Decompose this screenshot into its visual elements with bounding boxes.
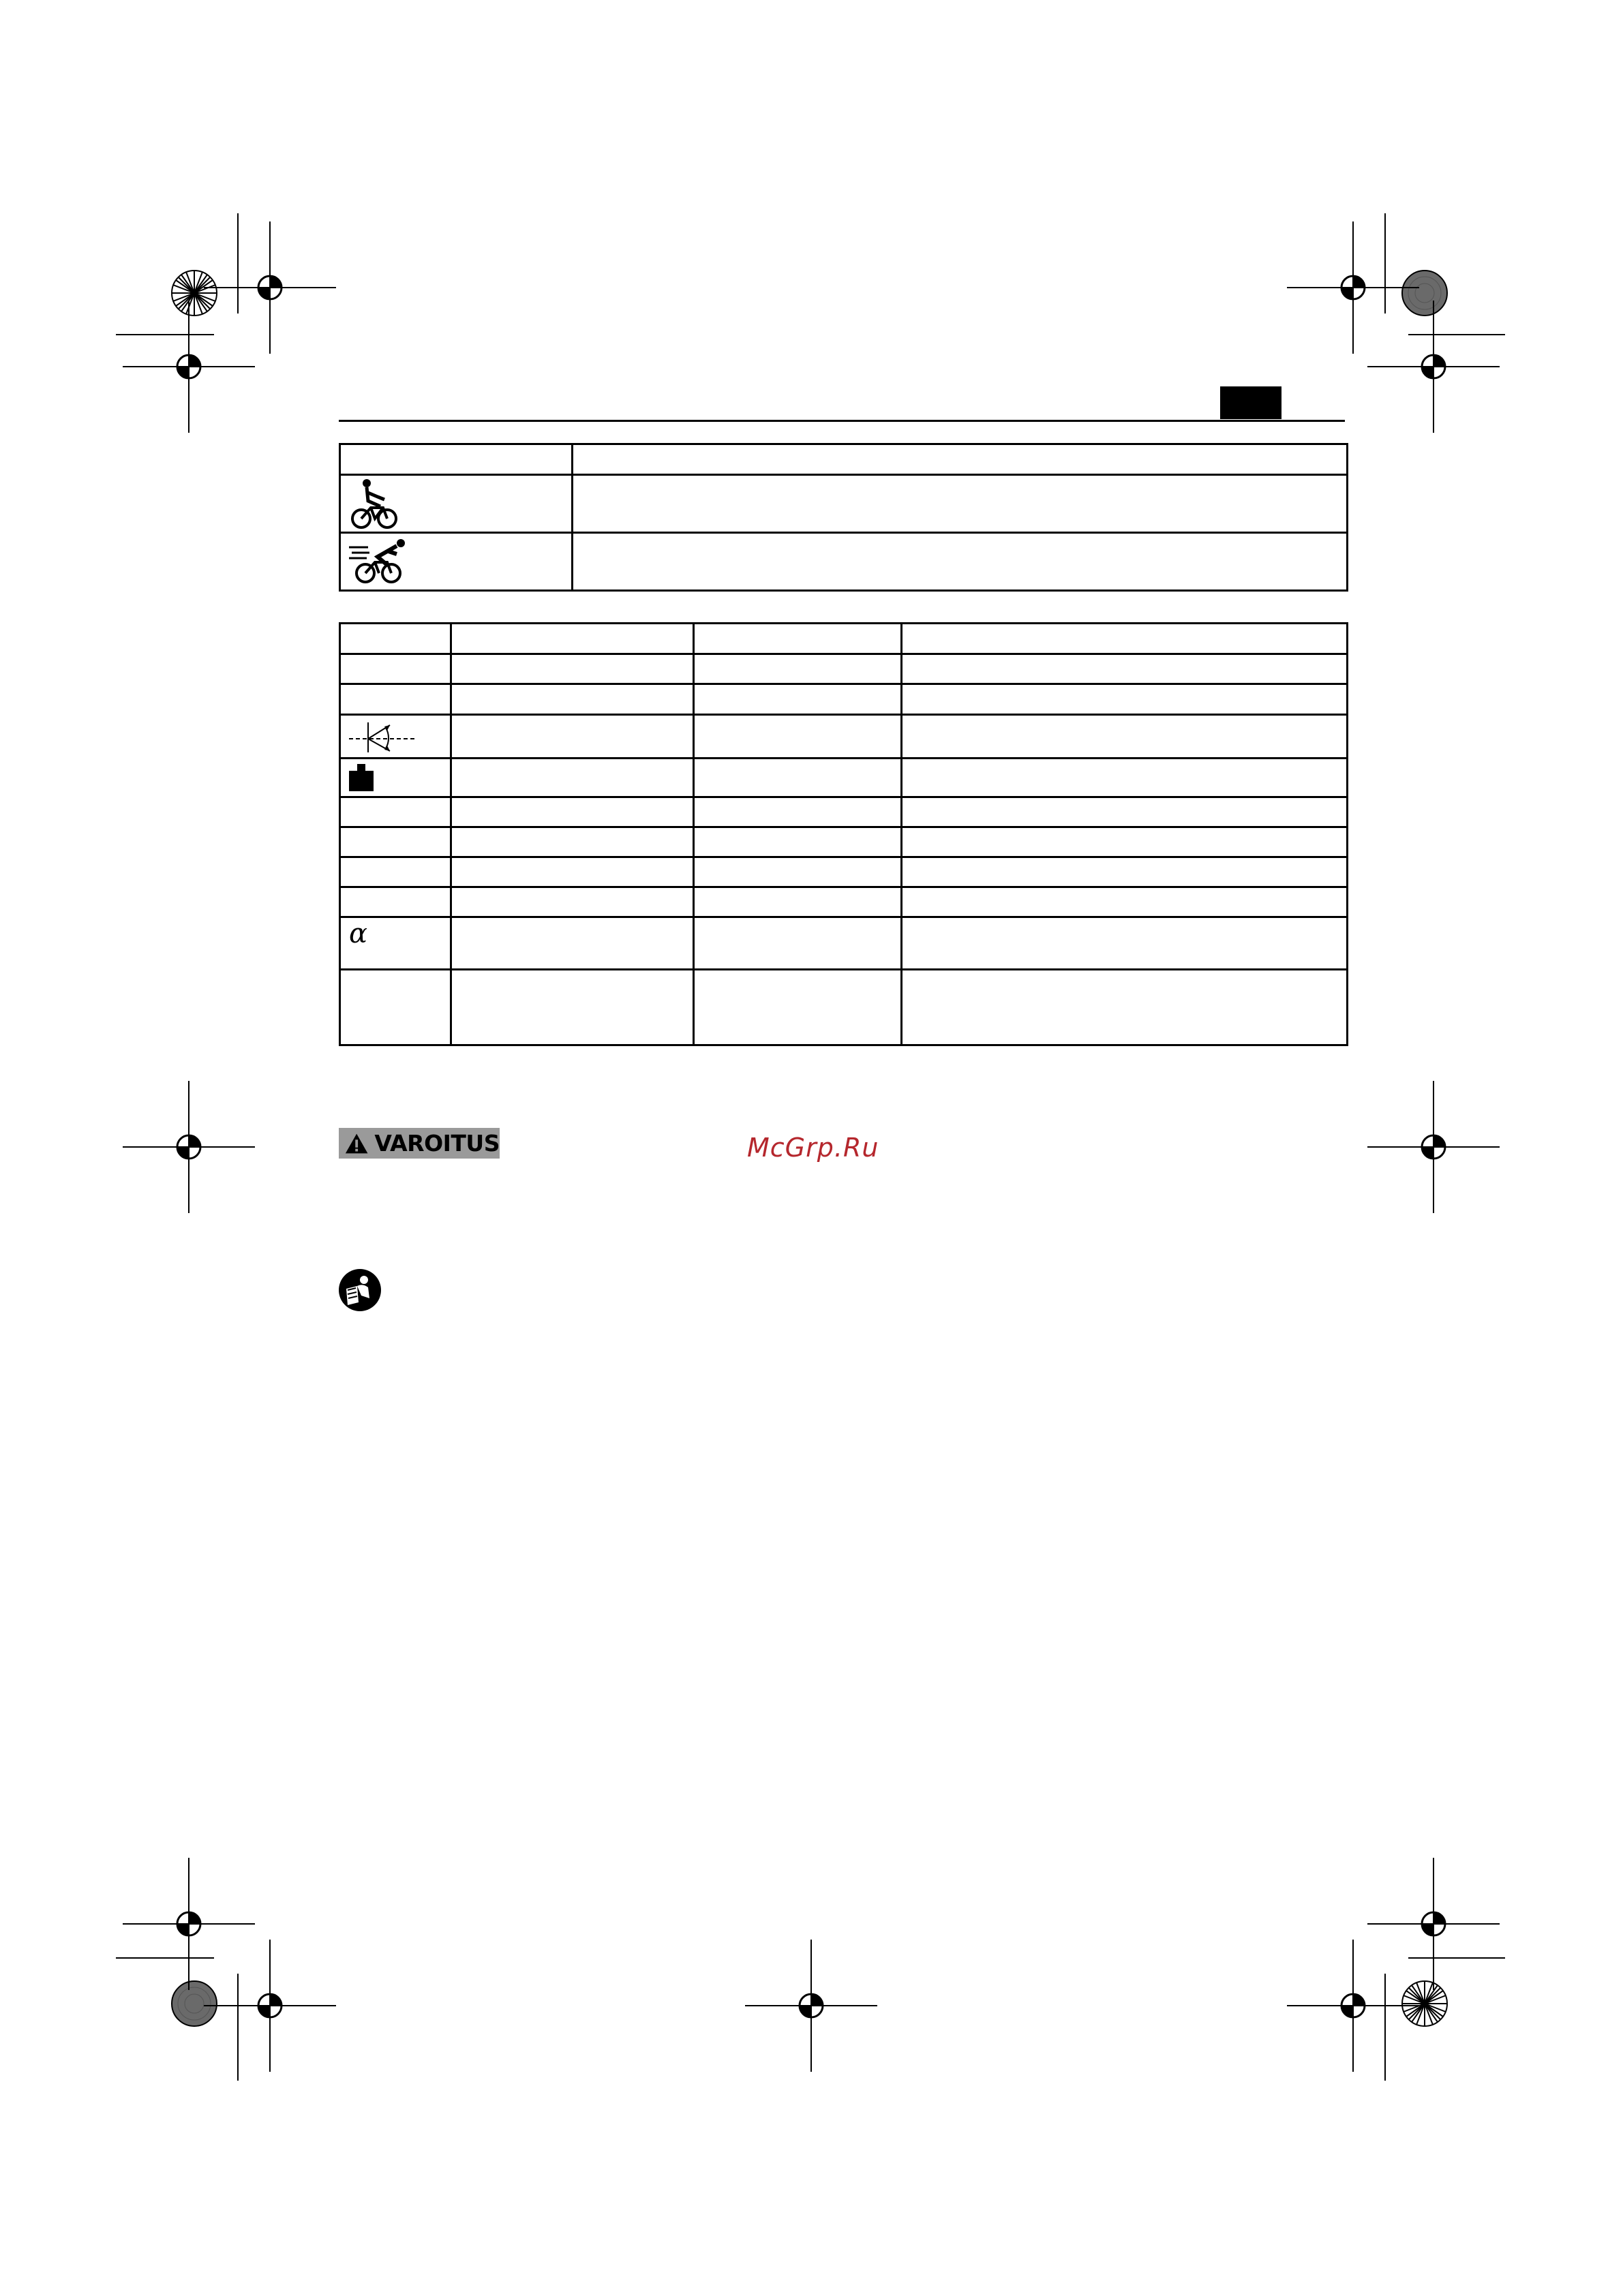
- table-cell: [451, 857, 694, 887]
- table-cell: [340, 654, 451, 684]
- table-row: [340, 444, 1348, 475]
- technical-data-table: [339, 622, 1348, 1046]
- table-cell: [902, 887, 1348, 917]
- table-cell: [694, 797, 902, 827]
- table-cell: [340, 857, 451, 887]
- watermark: McGrp.Ru: [747, 1133, 879, 1163]
- table-cell: [902, 970, 1348, 1045]
- table-cell: [340, 759, 451, 797]
- table-cell: [573, 533, 1348, 591]
- starburst-registration-icon: [172, 271, 217, 316]
- table-cell: [451, 970, 694, 1045]
- table-cell: [451, 684, 694, 715]
- table-cell: [902, 917, 1348, 970]
- table-row: [340, 684, 1348, 715]
- cyclist-slow-icon: [348, 476, 402, 531]
- table-cell: [340, 684, 451, 715]
- table-cell: [340, 887, 451, 917]
- crosshair-registration-icon: [1367, 301, 1500, 433]
- table-cell: [451, 759, 694, 797]
- starburst-registration-icon: [172, 1981, 217, 2026]
- table-cell: [694, 887, 902, 917]
- table-cell: [340, 827, 451, 857]
- table-cell: [902, 827, 1348, 857]
- table-cell: [451, 654, 694, 684]
- weight-icon: [348, 763, 375, 793]
- crosshair-registration-icon: [123, 301, 255, 433]
- table-row: [340, 970, 1348, 1045]
- warning-triangle-icon: [344, 1132, 369, 1155]
- table-cell: [573, 475, 1348, 533]
- table-header-cell: [340, 444, 573, 475]
- table-cell: [694, 970, 902, 1045]
- table-cell: [340, 715, 451, 759]
- table-cell: [451, 917, 694, 970]
- table-row: [340, 827, 1348, 857]
- table-cell: [451, 797, 694, 827]
- table-cell: [902, 797, 1348, 827]
- alpha-symbol: α: [349, 918, 368, 949]
- read-manual-icon: [338, 1268, 382, 1312]
- table-cell: [694, 684, 902, 715]
- crosshair-registration-icon: [745, 1940, 877, 2072]
- table-cell: [694, 715, 902, 759]
- table-row: [340, 857, 1348, 887]
- table-cell: [340, 475, 573, 533]
- table-row: [340, 887, 1348, 917]
- crosshair-registration-icon: [1367, 1858, 1500, 1990]
- crosshair-registration-icon: [123, 1858, 255, 1990]
- language-tab: [1220, 386, 1281, 419]
- table-cell: [340, 797, 451, 827]
- crosshair-registration-icon: [1287, 1940, 1419, 2072]
- warning-badge: [339, 1128, 500, 1159]
- table-cell: [902, 857, 1348, 887]
- cyclist-fast-icon: [348, 538, 409, 585]
- table-cell: [694, 857, 902, 887]
- table-cell: [340, 533, 573, 591]
- crosshair-registration-icon: [1367, 1081, 1500, 1213]
- table-cell: [694, 759, 902, 797]
- table-row: [340, 533, 1348, 591]
- table-row: [340, 475, 1348, 533]
- table-cell: [902, 654, 1348, 684]
- table-row: [340, 917, 1348, 970]
- crosshair-registration-icon: [204, 221, 336, 354]
- table-cell: [340, 970, 451, 1045]
- table-row: [340, 624, 1348, 654]
- table-row: [340, 797, 1348, 827]
- table-cell: [451, 887, 694, 917]
- table-header-cell: [573, 444, 1348, 475]
- speed-symbol-table: [339, 443, 1348, 592]
- table-row: [340, 654, 1348, 684]
- starburst-registration-icon: [1402, 271, 1447, 316]
- table-cell: [694, 917, 902, 970]
- crosshair-registration-icon: [204, 1940, 336, 2072]
- swing-angle-icon: [348, 720, 416, 754]
- table-cell: [694, 827, 902, 857]
- starburst-registration-icon: [1402, 1981, 1447, 2026]
- table-cell: [340, 917, 451, 970]
- header-rule: [339, 420, 1345, 422]
- table-cell: [340, 624, 451, 654]
- table-cell: [694, 624, 902, 654]
- warning-label: VAROITUS: [374, 1130, 500, 1157]
- table-cell: [902, 759, 1348, 797]
- crosshair-registration-icon: [1287, 221, 1419, 354]
- crosshair-registration-icon: [123, 1081, 255, 1213]
- table-cell: [451, 827, 694, 857]
- table-cell: [451, 715, 694, 759]
- table-cell: [902, 624, 1348, 654]
- table-cell: [902, 715, 1348, 759]
- table-cell: [694, 654, 902, 684]
- table-cell: [451, 624, 694, 654]
- table-row: [340, 759, 1348, 797]
- table-row: [340, 715, 1348, 759]
- table-cell: [902, 684, 1348, 715]
